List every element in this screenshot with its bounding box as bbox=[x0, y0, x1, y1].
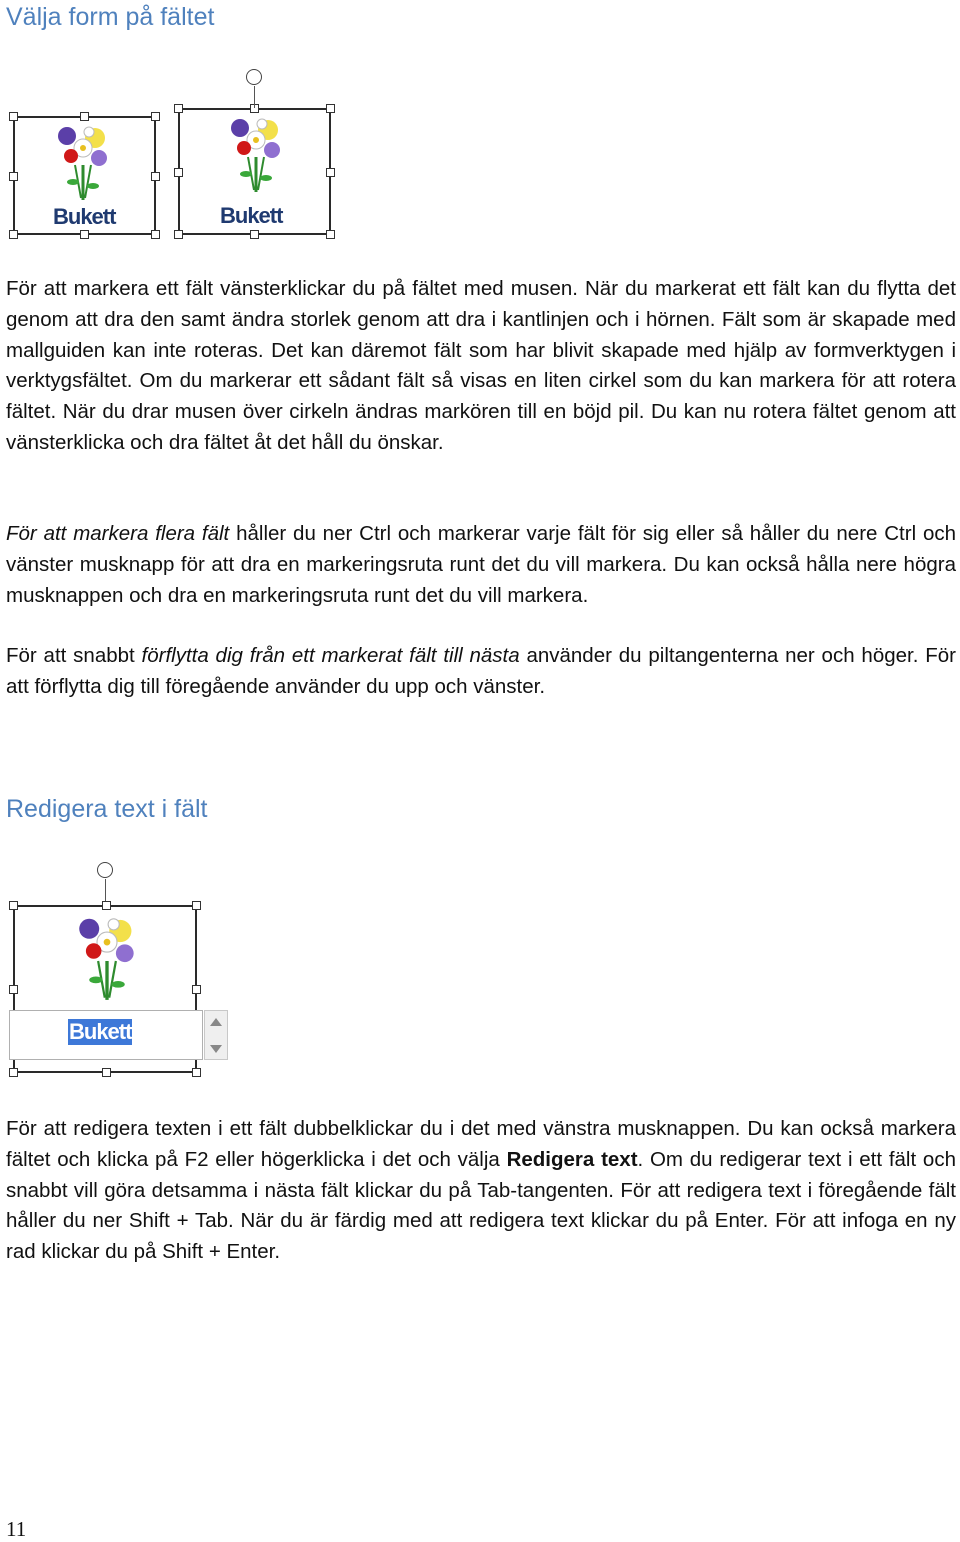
bold-phrase: Redigera text bbox=[506, 1147, 638, 1171]
scroll-spinner[interactable] bbox=[204, 1010, 228, 1060]
chevron-down-icon[interactable] bbox=[210, 1045, 222, 1053]
italic-phrase: förflytta dig från ett markerat fält till nästa bbox=[141, 644, 520, 667]
bouquet-caption-right: Bukett bbox=[220, 203, 283, 228]
resize-handle[interactable] bbox=[250, 230, 259, 239]
paragraph-text-after: . Om du redigerar text i ett fält och snabbt vill göra detsamma i nästa fält klickar du på Tab-tangenten. För att redigera text i föregående fält håller du ner Shift + Tab. När du är färdig med att redigera text klickar du på Enter. För att infoga en ny rad klickar du på Shift + Enter. bbox=[6, 1147, 956, 1264]
resize-handle[interactable] bbox=[9, 112, 18, 121]
paragraph-text: håller du ner Ctrl och markerar varje fält för sig eller så håller du nere Ctrl och vänster musknapp för att dra en markeringsruta runt det du vill markera. Du kan också hålla nere högra musknappen och dra en markeringsruta runt det du vill markera. bbox=[6, 522, 957, 607]
bouquet-field-right[interactable] bbox=[178, 108, 331, 235]
paragraph-edit-text bbox=[6, 1114, 956, 1268]
rotate-handle-connector bbox=[254, 86, 255, 108]
resize-handle[interactable] bbox=[9, 1068, 18, 1077]
flower-bouquet-icon bbox=[62, 911, 152, 1011]
resize-handle[interactable] bbox=[102, 1068, 111, 1077]
resize-handle[interactable] bbox=[9, 172, 18, 181]
resize-handle[interactable] bbox=[174, 230, 183, 239]
flower-bouquet-icon bbox=[43, 120, 123, 210]
resize-handle[interactable] bbox=[326, 230, 335, 239]
chevron-up-icon[interactable] bbox=[210, 1018, 222, 1026]
paragraph-text-before: För att snabbt bbox=[6, 644, 142, 667]
paragraph-move-between-fields bbox=[6, 641, 956, 703]
bouquet-field-left[interactable] bbox=[13, 116, 156, 235]
paragraph-select-multiple bbox=[6, 519, 956, 611]
resize-handle[interactable] bbox=[102, 901, 111, 910]
section-heading-valja-form: Välja form på fältet bbox=[6, 3, 215, 31]
figure-edit-field bbox=[0, 855, 240, 1080]
resize-handle[interactable] bbox=[326, 104, 335, 113]
figure-bouquet-fields bbox=[0, 60, 345, 245]
bouquet-caption-left: Bukett bbox=[53, 204, 116, 229]
selected-caption-text[interactable]: Bukett bbox=[69, 1019, 132, 1044]
page-number: 11 bbox=[6, 1517, 27, 1541]
flower-bouquet-icon bbox=[216, 112, 296, 202]
resize-handle[interactable] bbox=[80, 230, 89, 239]
resize-handle[interactable] bbox=[192, 1068, 201, 1077]
resize-handle[interactable] bbox=[174, 168, 183, 177]
paragraph-text: För att markera ett fält vänsterklickar du på fältet med musen. När du markerat ett fält kan du flytta det genom att dra den samt ändra storlek genom att dra i kantlinjen och i hörnen. Fält som är skapade med mallguiden kan inte roteras. Det kan däremot fält som har blivit skapade med hjälp av formverktygen i verktygsfältet. Om du markerar ett sådant fält så visas en liten cirkel som du kan markera för att rotera fältet. När du drar musen över cirkeln ändras markören till en böjd pil. Du kan nu rotera fältet genom att vänsterklicka och dra fältet åt det håll du önskar. bbox=[6, 277, 956, 454]
caption-edit-box[interactable] bbox=[9, 1010, 203, 1060]
resize-handle[interactable] bbox=[151, 112, 160, 121]
paragraph-text-after: använder du piltangenterna ner och höger. För att förflytta dig till föregående använder du upp och vänster. bbox=[6, 644, 956, 698]
paragraph-select-field bbox=[6, 274, 956, 459]
resize-handle[interactable] bbox=[326, 168, 335, 177]
resize-handle[interactable] bbox=[151, 230, 160, 239]
resize-handle[interactable] bbox=[9, 230, 18, 239]
resize-handle[interactable] bbox=[192, 985, 201, 994]
resize-handle[interactable] bbox=[9, 901, 18, 910]
resize-handle[interactable] bbox=[80, 112, 89, 121]
paragraph-text-before: För att redigera texten i ett fält dubbelklickar du i det med vänstra musknappen. Du kan också markera fältet och klicka på F2 eller högerklicka i det och välja bbox=[6, 1117, 956, 1171]
rotate-handle-icon[interactable] bbox=[97, 862, 113, 878]
italic-phrase: För att markera flera fält bbox=[6, 522, 230, 545]
resize-handle[interactable] bbox=[174, 104, 183, 113]
resize-handle[interactable] bbox=[192, 901, 201, 910]
section-heading-redigera-text: Redigera text i fält bbox=[6, 795, 208, 823]
resize-handle[interactable] bbox=[151, 172, 160, 181]
resize-handle[interactable] bbox=[9, 985, 18, 994]
rotate-handle-icon[interactable] bbox=[246, 69, 262, 85]
